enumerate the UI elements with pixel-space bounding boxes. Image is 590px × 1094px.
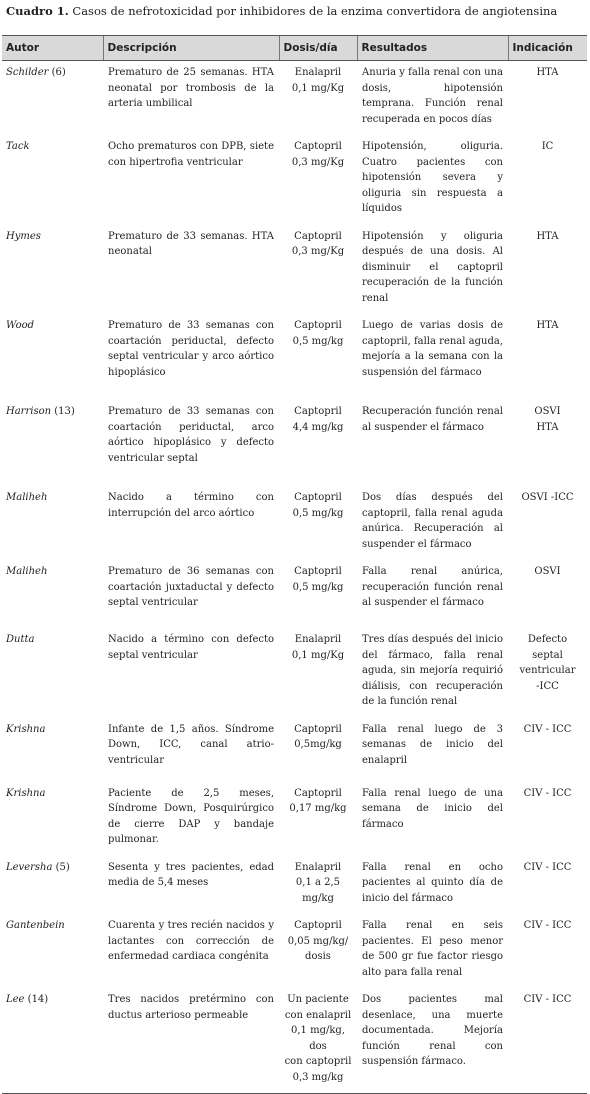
cell-resultados: Luego de varias dosis de captopril, falla renal aguda, mejoría a la semana con la suspensión del fármaco [362, 320, 503, 378]
cell-autor [2, 856, 103, 915]
cell-autor [2, 61, 103, 136]
indicacion-line: CIV - ICC [523, 920, 572, 931]
table-row [2, 782, 587, 856]
autor-name: Wood [6, 320, 35, 331]
cell-descripcion: Prematuro de 25 semanas. HTA neonatal por trombosis de la arteria umbilical [108, 67, 274, 109]
table-row [2, 628, 587, 718]
indicacion-line: HTA [536, 230, 559, 242]
cell-autor [2, 486, 103, 560]
dosis-line: 0,1 mg/kg, dos [291, 1025, 345, 1052]
autor-reference: (5) [55, 861, 70, 873]
autor-name: Gantenbein [6, 920, 65, 931]
dosis-line: 0,5 mg/kg [292, 581, 344, 593]
cell-indicacion [508, 914, 587, 988]
indicacion-line: ventricular [519, 665, 576, 676]
dosis-line: Captopril [294, 566, 342, 577]
table-row [2, 988, 587, 1094]
cell-resultados: Dos pacientes mal desenlace, una muerte documentada. Mejoría función renal con suspensión fármaco. [357, 988, 508, 1094]
cell-indicacion [508, 314, 587, 400]
cell-dosis [279, 400, 357, 486]
cell-indicacion [508, 486, 587, 560]
indicacion-line: CIV - ICC [523, 861, 572, 873]
autor-name: Maliheh [6, 492, 48, 503]
table-row [2, 61, 587, 136]
cell-dosis [279, 135, 357, 225]
dosis-line: Enalapril [294, 634, 342, 645]
cell-indicacion [508, 560, 587, 628]
dosis-line: 0,3 mg/kg [292, 1071, 344, 1083]
dosis-line: 0,5 mg/kg [292, 335, 344, 347]
header-autor: Autor [2, 36, 103, 61]
cell-resultados: Falla renal anúrica, recuperación función renal al suspender el fármaco [362, 566, 503, 608]
table-row [2, 400, 587, 486]
dosis-line: Captopril [294, 920, 342, 931]
autor-name: Krishna [6, 723, 46, 735]
cell-indicacion [508, 856, 587, 915]
autor-name: Maliheh [6, 566, 48, 577]
dosis-line: 0,1 mg/Kg [291, 649, 345, 661]
cell-descripcion: Prematuro de 36 semanas con coartación juxtaductal y defecto septal ventricular [108, 566, 274, 608]
cell-autor [2, 628, 103, 718]
autor-reference: (14) [27, 994, 49, 1005]
indicacion-line: septal [532, 649, 563, 661]
autor-name: Schilder [6, 67, 49, 78]
dosis-line: 0,1 a 2,5 mg/kg [295, 877, 341, 904]
cell-indicacion [508, 135, 587, 225]
dosis-line: 4,4 mg/kg [292, 421, 344, 433]
cell-autor [2, 560, 103, 628]
cell-indicacion [508, 225, 587, 315]
dosis-line: 0,5mg/kg [294, 739, 342, 750]
indicacion-line: OSVI [534, 406, 561, 417]
cell-descripcion: Infante de 1,5 años. Síndrome Down, ICC, canal atrio-ventricular [108, 723, 274, 766]
autor-name: Lee [6, 994, 25, 1005]
indicacion-line: -ICC [536, 680, 559, 692]
autor-name: Dutta [6, 634, 35, 645]
cell-descripcion: Paciente de 2,5 meses, Síndrome Down, Posquirúrgico de cierre DAP y bandaje pulmonar. [108, 787, 274, 845]
cell-resultados: Tres días después del inicio del fármaco, falla renal aguda, sin mejoría requirió diálisis, con recuperación de la función renal [362, 634, 503, 707]
autor-name: Krishna [6, 787, 46, 799]
cell-resultados: Recuperación función renal al suspender el fármaco [362, 406, 503, 433]
dosis-line: Captopril [294, 320, 342, 331]
cell-descripcion: Tres nacidos pretérmino con ductus arterioso permeable [103, 988, 279, 1094]
dosis-line: Enalapril [294, 67, 342, 78]
dosis-line: 0,17 mg/kg [289, 803, 347, 814]
autor-name: Leversha [6, 861, 53, 873]
cell-dosis [279, 628, 357, 718]
dosis-line: con captopril [284, 1056, 352, 1067]
dosis-line: Captopril [294, 406, 342, 417]
indicacion-line: IC [541, 141, 554, 152]
cell-indicacion [508, 718, 587, 782]
cell-resultados: Falla renal en seis pacientes. El peso menor de 500 gr fue factor riesgo alto para falla renal [362, 920, 503, 978]
indicacion-line: HTA [536, 67, 559, 78]
table-row [2, 314, 587, 400]
table-header-row [2, 36, 587, 61]
header-resultados: Resultados [357, 36, 508, 61]
cell-dosis [279, 914, 357, 988]
caption-label: Cuadro 1. [6, 4, 69, 18]
dosis-line: Captopril [294, 787, 342, 799]
dosis-line: Captopril [294, 492, 342, 503]
cell-autor [2, 718, 103, 782]
dosis-line: 0,05 mg/kg/ [287, 935, 349, 947]
cell-dosis [279, 61, 357, 136]
cell-indicacion [508, 400, 587, 486]
dosis-line: Enalapril [294, 861, 342, 873]
cell-resultados: Dos días después del captopril, falla renal aguda anúrica. Recuperación al suspender el fármaco [362, 492, 503, 550]
indicacion-line: OSVI [534, 566, 561, 577]
cell-autor [2, 914, 103, 988]
cell-dosis [279, 314, 357, 400]
cell-descripcion: Nacido a término con interrupción del arco aórtico [108, 492, 274, 519]
indicacion-line: CIV - ICC [523, 994, 572, 1005]
cell-dosis [279, 486, 357, 560]
dosis-line: dosis [305, 951, 331, 962]
header-indicacion: Indicación [508, 36, 587, 61]
cell-resultados: Falla renal luego de 3 semanas de inicio del enalapril [362, 723, 503, 766]
table-caption [6, 4, 586, 19]
indicacion-line: Defecto [527, 634, 568, 645]
cell-resultados: Falla renal luego de una semana de inicio del fármaco [362, 787, 503, 830]
indicacion-line: CIV - ICC [523, 787, 572, 799]
cell-dosis [279, 718, 357, 782]
cell-descripcion: Prematuro de 33 semanas con coartación periductal, arco aórtico hipoplásico y defecto ventricular septal [108, 406, 274, 464]
dosis-line: con enalapril [284, 1009, 352, 1021]
autor-name: Harrison [6, 406, 52, 417]
cell-dosis [279, 560, 357, 628]
cell-indicacion [508, 988, 587, 1094]
cell-indicacion [508, 628, 587, 718]
cell-resultados: Anuria y falla renal con una dosis, hipotensión temprana. Función renal recuperada en pocos días [362, 67, 503, 125]
cell-autor [2, 135, 103, 225]
cell-dosis [279, 988, 357, 1094]
dosis-line: 0,3 mg/Kg [291, 246, 345, 257]
cell-autor [2, 225, 103, 315]
cell-autor [2, 314, 103, 400]
indicacion-line: OSVI -ICC [521, 492, 574, 503]
cell-descripcion: Cuarenta y tres recién nacidos y lactantes con corrección de enfermedad cardiaca congénita [108, 920, 274, 962]
dosis-line: 0,5 mg/kg [292, 507, 344, 519]
dosis-line: 0,1 mg/Kg [291, 82, 345, 94]
cell-resultados: Falla renal en ocho pacientes al quinto día de inicio del fármaco [362, 861, 503, 904]
cell-autor [2, 400, 103, 486]
header-dosis: Dosis/día [279, 36, 357, 61]
cell-descripcion: Ocho prematuros con DPB, siete con hipertrofia ventricular [108, 141, 274, 168]
table-row [2, 225, 587, 315]
cell-resultados: Hipotensión y oliguria después de una dosis. Al disminuir el captopril recuperación de la función renal [362, 230, 503, 304]
header-descripcion: Descripción [103, 36, 279, 61]
indicacion-line: HTA [536, 320, 559, 331]
cell-autor [2, 782, 103, 856]
dosis-line: Un paciente [287, 994, 349, 1005]
cell-resultados: Hipotensión, oliguria. Cuatro pacientes con hipotensión severa y oliguria sin respuesta a líquidos [362, 141, 503, 214]
cell-descripcion: Prematuro de 33 semanas. HTA neonatal [108, 230, 274, 257]
dosis-line: Captopril [294, 141, 342, 152]
indicacion-line: HTA [536, 421, 559, 433]
cell-descripcion: Nacido a término con defecto septal ventricular [108, 634, 274, 661]
cell-indicacion [508, 782, 587, 856]
indicacion-line: CIV - ICC [523, 723, 572, 735]
table-body [2, 61, 587, 1094]
table-row [2, 718, 587, 782]
cell-dosis [279, 782, 357, 856]
autor-reference: (13) [54, 406, 75, 417]
dosis-line: 0,3 mg/Kg [291, 156, 345, 168]
autor-name: Tack [6, 141, 30, 152]
cell-indicacion [508, 61, 587, 136]
cell-autor [2, 988, 103, 1094]
cell-dosis [279, 856, 357, 915]
caption-text: Casos de nefrotoxicidad por inhibidores de la enzima convertidora de angiotensina [72, 4, 558, 18]
table-row [2, 486, 587, 560]
dosis-line: Captopril [294, 723, 342, 735]
autor-reference: (6) [51, 67, 66, 78]
cell-descripcion: Prematuro de 33 semanas con coartación periductal, defecto septal ventricular y arco aórtico hipoplásico [108, 320, 274, 378]
cell-descripcion: Sesenta y tres pacientes, edad media de 5,4 meses [108, 861, 274, 888]
dosis-line: Captopril [294, 230, 342, 242]
table-row [2, 560, 587, 628]
table-row [2, 856, 587, 915]
table-row [2, 914, 587, 988]
autor-name: Hymes [6, 230, 41, 242]
cases-table [2, 35, 587, 1094]
table-row [2, 135, 587, 225]
cell-dosis [279, 225, 357, 315]
